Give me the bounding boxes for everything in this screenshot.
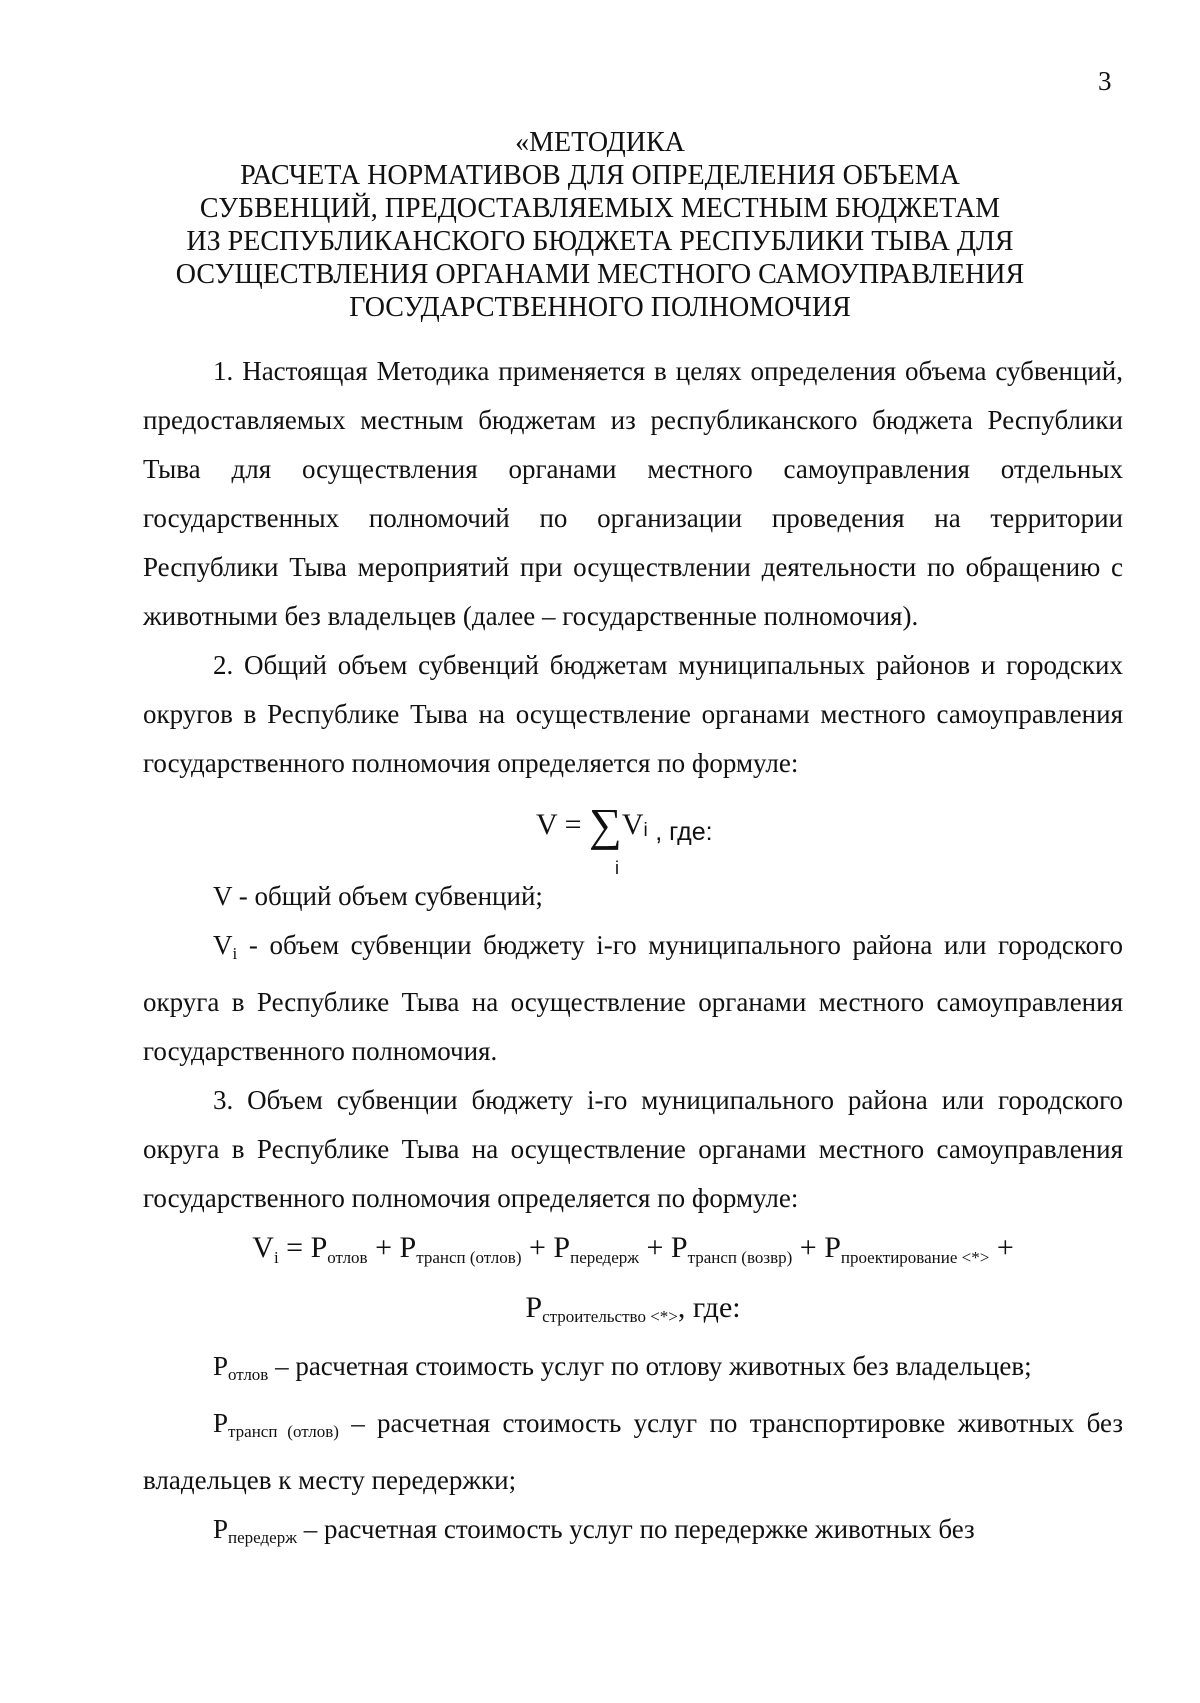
paragraph-2: 2. Общий объем субвенций бюджетам муниципальных районов и городских округов в Республике Тыва на осуществление органами местного самоуправления государственного полномочия определяется по формуле:	[143, 650, 1123, 778]
definition-text: – расчетная стоимость услуг по отлову животных без владельцев;	[268, 1351, 1032, 1381]
symbol: V	[252, 1231, 274, 1264]
definition-text: – расчетная стоимость услуг по транспортировке животных без владельцев к месту передержки;	[143, 1408, 1123, 1495]
paragraph-3: 3. Объем субвенции бюджету i-го муниципального района или городского округа в Республике Тыва на осуществление органами местного самоуправления государственного полномочия определяется по формуле:	[143, 1085, 1123, 1213]
operator: +	[367, 1231, 400, 1264]
formula-total	[143, 788, 1123, 878]
symbol: P	[399, 1231, 417, 1264]
symbol: P	[213, 1514, 229, 1544]
title-line: ИЗ РЕСПУБЛИКАНСКОГО БЮДЖЕТА РЕСПУБЛИКИ ТЫВА ДЛЯ	[186, 226, 1014, 257]
symbol: P	[213, 1351, 229, 1381]
formula-term-subscript: i	[643, 820, 648, 841]
title-line: РАСЧЕТА НОРМАТИВОВ ДЛЯ ОПРЕДЕЛЕНИЯ ОБЪЕМА	[240, 160, 960, 191]
definition-peredersh	[143, 1505, 1123, 1562]
formula-lhs: V =	[536, 808, 582, 841]
sum-index: i	[615, 858, 619, 878]
definition-text: - объем субвенции бюджету i-го муниципального района или городского округа в Республике Тыва на осуществление органами местного самоуправления государственного полномочия.	[143, 930, 1123, 1066]
title-line: СУБВЕНЦИЙ, ПРЕДОСТАВЛЯЕМЫХ МЕСТНЫМ БЮДЖЕТАМ	[199, 193, 1001, 224]
page-number: 3	[1098, 66, 1112, 96]
symbol: P	[525, 1291, 543, 1324]
title-line: ОСУЩЕСТВЛЕНИЯ ОРГАНАМИ МЕСТНОГО САМОУПРАВЛЕНИЯ	[175, 259, 1025, 290]
definition-otlov	[143, 1342, 1123, 1399]
formula-vi	[143, 1223, 1123, 1283]
document-body	[143, 347, 1123, 1562]
symbol-subscript: отлов	[327, 1248, 368, 1267]
symbol-subscript: отлов	[228, 1365, 269, 1384]
symbol: P	[670, 1231, 688, 1264]
formula-tail: , где:	[655, 818, 713, 846]
operator: +	[989, 1231, 1014, 1264]
operator: +	[521, 1231, 554, 1264]
paragraph-1: 1. Настоящая Методика применяется в целях определения объема субвенций, предоставляемых местным бюджетам из республиканского бюджета Республики Тыва для осуществления органами местного самоуправления отдельных государственных полномочий по организации проведения на территории Республики Тыва мероприятий при осуществлении деятельности по обращению с животными без владельцев (далее – государственные полномочия).	[143, 356, 1123, 631]
symbol-subscript: i	[273, 1248, 279, 1267]
symbol-subscript: проектирование <*>	[840, 1248, 990, 1267]
symbol: P	[824, 1231, 841, 1264]
operator: +	[639, 1231, 671, 1264]
symbol-subscript: строительство <*>	[542, 1307, 678, 1326]
operator: +	[792, 1231, 825, 1264]
formula-vi-line2	[143, 1283, 1123, 1342]
symbol-subscript: передерж	[228, 1528, 297, 1547]
document-title	[0, 126, 1200, 324]
definition-text: – расчетная стоимость услуг по передержке животных без	[296, 1514, 975, 1544]
definition-vi	[143, 921, 1123, 1076]
operator: =	[278, 1231, 311, 1264]
sigma-symbol: ∑	[589, 799, 622, 850]
symbol: P	[553, 1231, 571, 1264]
formula-tail: , где:	[677, 1291, 741, 1324]
symbol: P	[310, 1231, 328, 1264]
definition-v: V - общий объем субвенций;	[213, 881, 543, 911]
symbol-subscript: передерж	[570, 1248, 639, 1267]
title-line: «МЕТОДИКА	[515, 127, 685, 158]
symbol: P	[213, 1408, 229, 1438]
title-line: ГОСУДАРСТВЕННОГО ПОЛНОМОЧИЯ	[349, 292, 851, 323]
formula-term: V	[621, 808, 644, 841]
symbol-subscript: трансп (отлов)	[416, 1248, 522, 1267]
symbol: V	[213, 930, 233, 960]
symbol-subscript: трансп (отлов)	[228, 1422, 339, 1441]
symbol-subscript: трансп (возвр)	[687, 1248, 793, 1267]
definition-transp	[143, 1399, 1123, 1505]
symbol-subscript: i	[232, 944, 238, 963]
